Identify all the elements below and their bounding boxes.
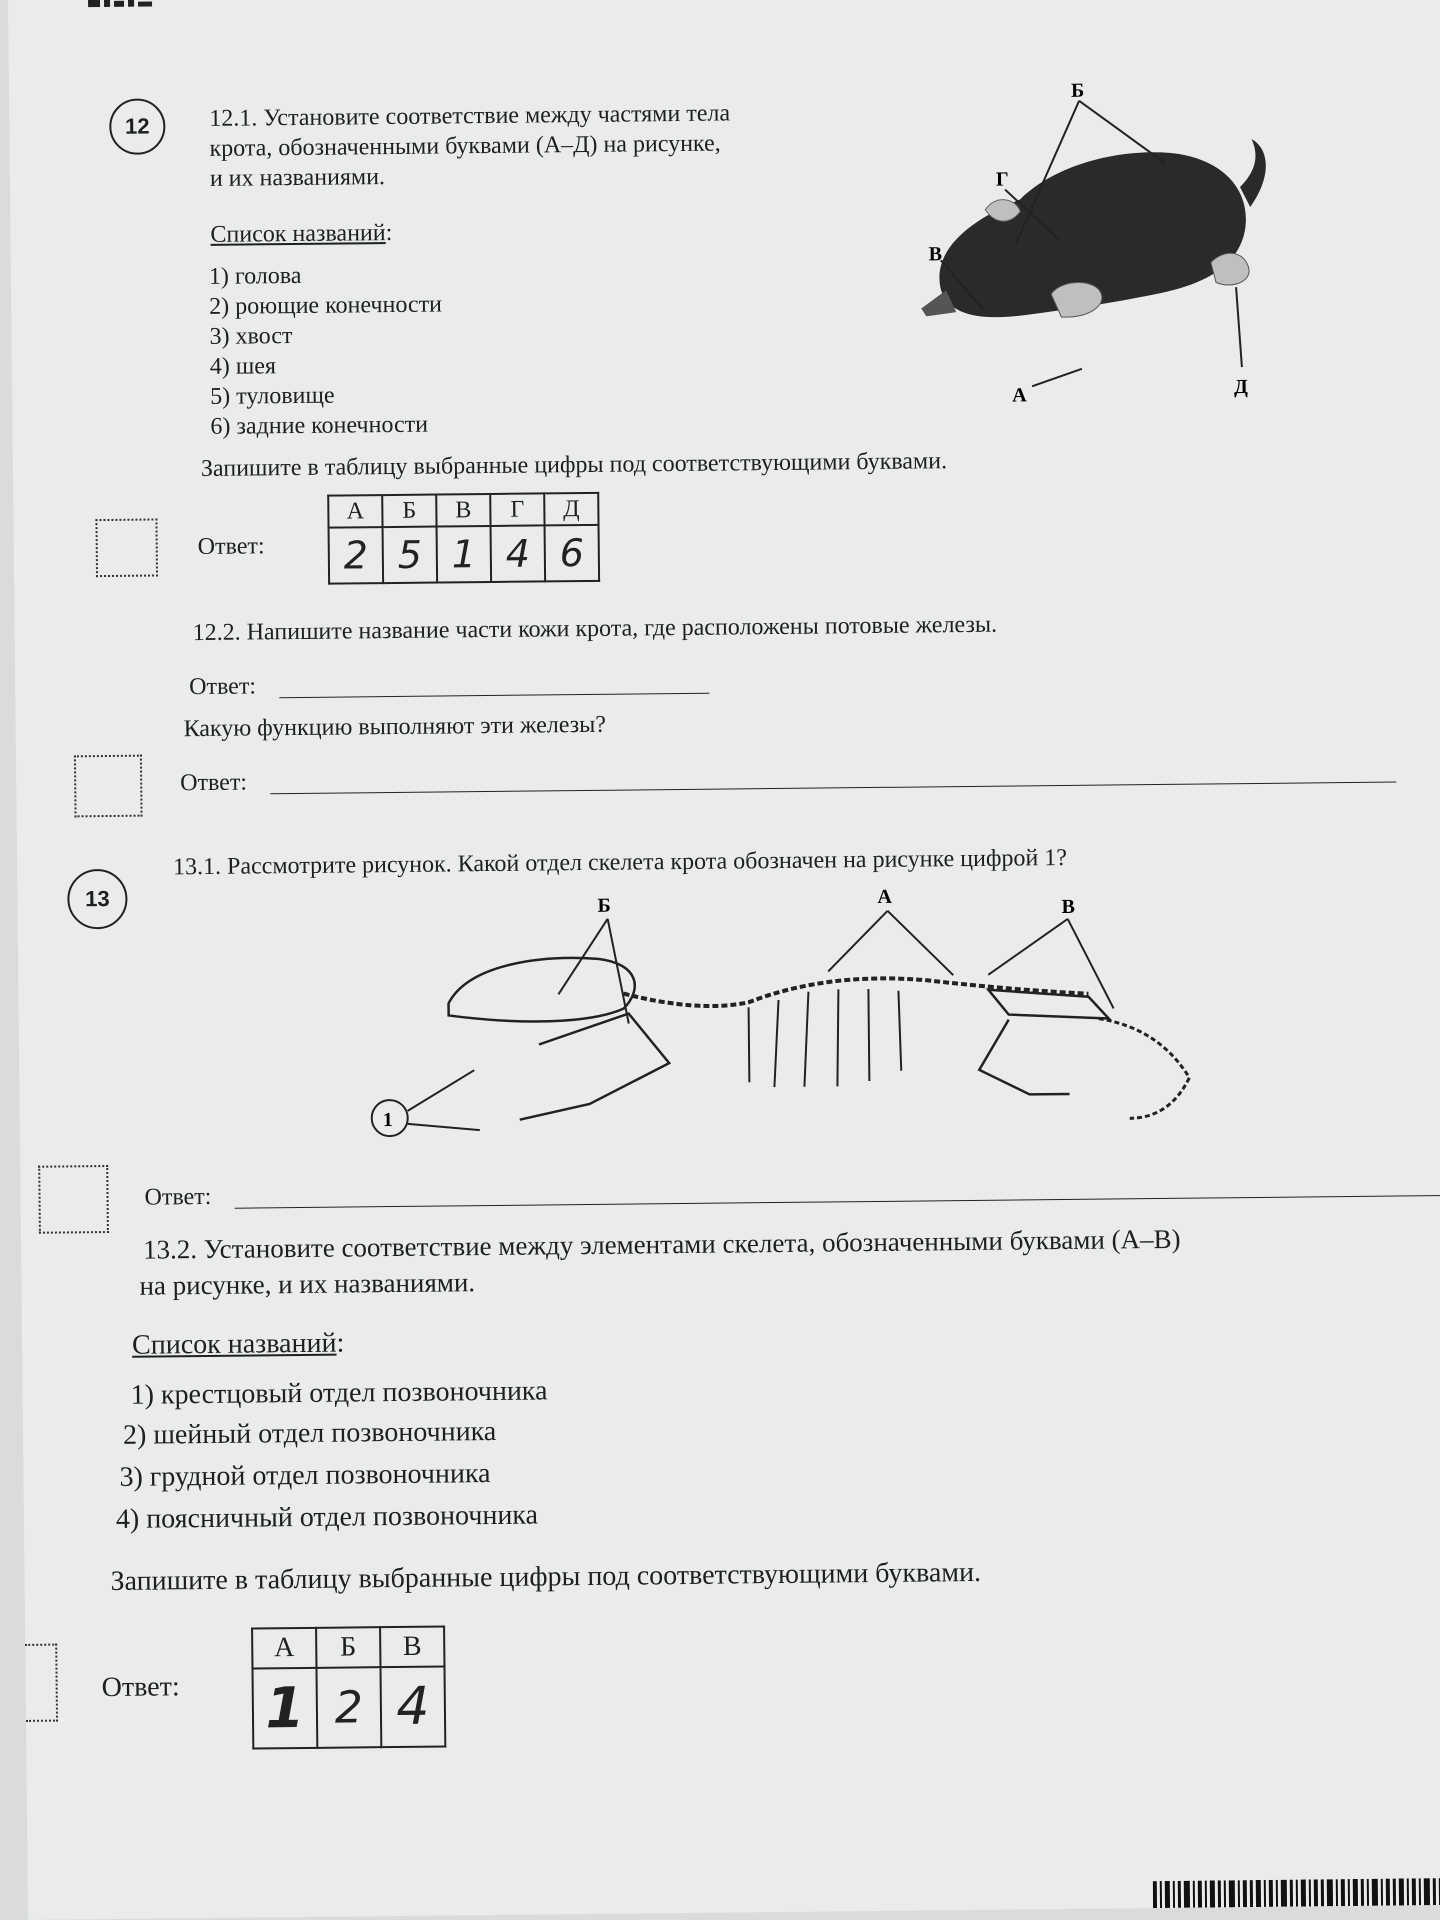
q12-list-item-6: 6) задние конечности: [210, 411, 429, 440]
skeleton-figure: [367, 877, 1210, 1146]
skeleton-skull: [448, 957, 635, 1022]
skeleton-forelimb: [519, 1013, 670, 1120]
q13-1-score-box[interactable]: [38, 1165, 109, 1234]
mole-label-a: А: [1012, 384, 1027, 407]
q13-answer-a[interactable]: 1: [252, 1668, 317, 1749]
q12-answer-b[interactable]: 5: [383, 527, 438, 584]
q13-answer-v[interactable]: 4: [380, 1667, 445, 1748]
q12-list-title-text: Список названий: [210, 220, 386, 248]
q12-list-title: [210, 218, 392, 250]
q12-1-line1: 12.1. Установите соответствие между частями тела: [209, 100, 731, 132]
q12-table-header-d: Д: [544, 493, 598, 526]
q13-2-line1: 13.2. Установите соответствие между элементами скелета, обозначенными буквами (А–В): [142, 1223, 1181, 1265]
q13-answer-b[interactable]: 2: [316, 1667, 381, 1748]
q12-answer-d[interactable]: 6: [545, 525, 600, 582]
q12-1-line3: и их названиями.: [209, 164, 386, 192]
skeleton-label-b: Б: [597, 894, 611, 917]
mole-label-v: В: [928, 243, 943, 266]
q12-1-line2: крота, обозначенными буквами (А–Д) на рисунке,: [209, 130, 721, 162]
q12-1-score-box[interactable]: [95, 518, 158, 577]
q12-2-question1: 12.2. Напишите название части кожи крота, где расположены потовые железы.: [192, 611, 998, 647]
q12-list-item-1: 1) голова: [208, 262, 302, 290]
question-12-number-text: 12: [124, 113, 150, 139]
mole-label-g: Г: [995, 168, 1009, 191]
q12-2-question2: Какую функцию выполняют эти железы?: [183, 711, 607, 743]
q12-instruction: Запишите в таблицу выбранные цифры под соответствующими буквами.: [200, 448, 948, 483]
q13-1-answer-line[interactable]: [235, 1195, 1440, 1209]
q13-2-score-box[interactable]: [25, 1644, 58, 1722]
question-13-number: [67, 869, 128, 930]
q13-1-answer-label: Ответ:: [144, 1183, 212, 1211]
exam-sheet: [8, 0, 1440, 1920]
q12-1-answer-label: Ответ:: [197, 533, 265, 561]
q12-list-item-4: 4) шея: [209, 353, 277, 380]
q12-answer-v[interactable]: 1: [437, 526, 492, 583]
skeleton-ribcage: [748, 989, 901, 1088]
q12-answer-g[interactable]: 4: [491, 525, 546, 582]
q12-answer-a[interactable]: 2: [329, 527, 384, 584]
q12-table-header-v: В: [436, 494, 490, 527]
q12-list-item-5: 5) туловище: [210, 382, 335, 410]
skeleton-label-1: 1: [382, 1109, 393, 1132]
skeleton-tail: [1099, 1018, 1190, 1119]
q12-1-answer-table: [327, 492, 600, 585]
q13-instruction: Запишите в таблицу выбранные цифры под соответствующими буквами.: [110, 1556, 982, 1598]
skeleton-hindlimb: [979, 1019, 1070, 1095]
question-13-number-text: 13: [85, 885, 110, 912]
question-12-number: [109, 98, 166, 155]
mole-label-d: Д: [1234, 376, 1249, 399]
mole-figure: [909, 76, 1332, 410]
mole-front-paw: [1051, 282, 1102, 317]
q13-list-item-1: 1) крестцовый отдел позвоночника: [130, 1375, 548, 1411]
skeleton-label-v: В: [1061, 895, 1076, 919]
q12-list-item-3: 3) хвост: [209, 323, 293, 350]
q13-2-line2: на рисунке, и их названиями.: [139, 1267, 476, 1301]
q12-2-answer2-line[interactable]: [270, 782, 1396, 795]
q13-table-header-v: В: [380, 1627, 444, 1668]
q13-list-item-3: 3) грудной отдел позвоночника: [119, 1458, 491, 1493]
mole-hind-paw: [1211, 253, 1249, 285]
q13-table-header-b: Б: [316, 1627, 380, 1668]
q12-list-title-colon: :: [385, 219, 393, 247]
qr-code-fragment: [88, 0, 188, 11]
q12-2-answer2-label: Ответ:: [180, 769, 248, 797]
q12-2-score-box[interactable]: [74, 755, 143, 818]
q13-1-question: 13.1. Рассмотрите рисунок. Какой отдел скелета крота обозначен на рисунке цифрой 1?: [172, 844, 1068, 881]
q13-2-answer-table: [251, 1626, 446, 1750]
q13-table-header-a: А: [252, 1628, 316, 1669]
skeleton-pelvis: [988, 989, 1108, 1020]
q12-table-header-b: Б: [382, 495, 436, 528]
mole-tail: [1240, 139, 1267, 207]
q12-table-header-g: Г: [490, 493, 544, 526]
q13-2-answer-label: Ответ:: [101, 1671, 180, 1704]
q12-2-answer1-line[interactable]: [279, 693, 709, 699]
mole-label-b: Б: [1070, 79, 1085, 102]
q13-list-title-colon: :: [336, 1327, 345, 1359]
skeleton-label-a: А: [877, 885, 893, 908]
q12-2-answer1-label: Ответ:: [189, 673, 257, 701]
barcode: [1153, 1878, 1440, 1908]
q13-list-title: [132, 1327, 345, 1363]
q13-list-item-2: 2) шейный отдел позвоночника: [122, 1415, 497, 1451]
q12-table-header-a: А: [328, 495, 382, 528]
q13-list-item-4: 4) поясничный отдел позвоночника: [115, 1499, 539, 1535]
q13-list-title-text: Список названий: [131, 1327, 337, 1361]
q12-list-item-2: 2) роющие конечности: [209, 291, 443, 320]
